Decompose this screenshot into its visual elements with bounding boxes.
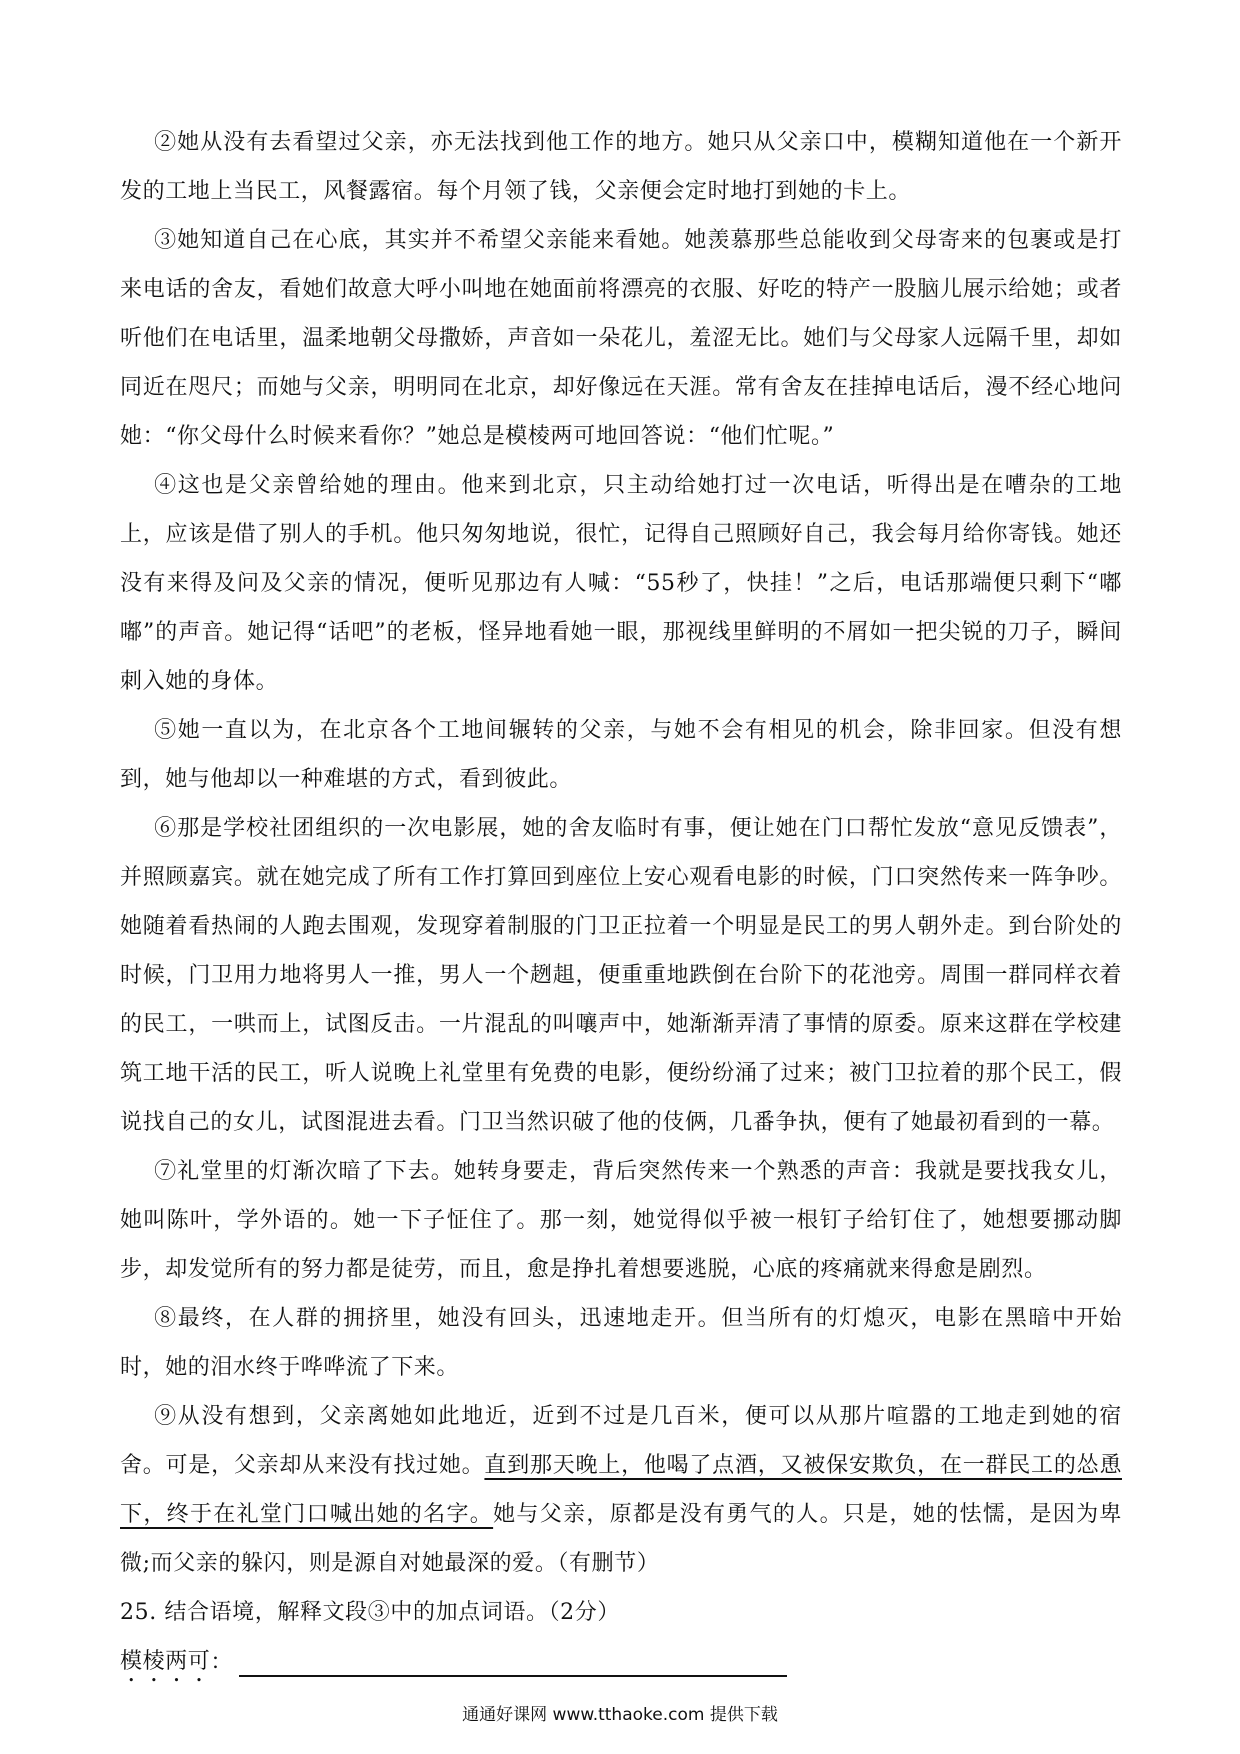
paragraph-7: ⑦礼堂里的灯渐次暗了下去。她转身要走，背后突然传来一个熟悉的声音：我就是要找我女儿，她叫陈叶，学外语的。她一下子怔住了。那一刻，她觉得似乎被一根钉子给钉住了，她想要挪动脚步，却发觉所有的努力都是徒劳，而且，愈是挣扎着想要逃脱，心底的疼痛就来得愈是剧烈。 [120, 1159, 1122, 1282]
answer-blank-line[interactable] [239, 1645, 787, 1677]
paragraph-6: ⑥那是学校社团组织的一次电影展，她的舍友临时有事，便让她在门口帮忙发放“意见反馈表”，并照顾嘉宾。就在她完成了所有工作打算回到座位上安心观看电影的时候，门口突然传来一阵争吵。她随着看热闹的人跑去围观，发现穿着制服的门卫正拉着一个明显是民工的男人朝外走。到台阶处的时候，门卫用力地将男人一推，男人一个趔趄，便重重地跌倒在台阶下的花池旁。周围一群同样衣着的民工，一哄而上，试图反击。一片混乱的叫嚷声中，她渐渐弄清了事情的原委。原来这群在学校建筑工地干活的民工，听人说晚上礼堂里有免费的电影，便纷纷涌了过来；被门卫拉着的那个民工，假说找自己的女儿，试图混进去看。门卫当然识破了他的伎俩，几番争执，便有了她最初看到的一幕。 [120, 816, 1122, 1135]
article-body [120, 118, 1122, 1687]
answer-row [120, 1637, 1122, 1687]
paragraph-4: ④这也是父亲曾给她的理由。他来到北京，只主动给她打过一次电话，听得出是在嘈杂的工地上，应该是借了别人的手机。他只匆匆地说，很忙，记得自己照顾好自己，我会每月给你寄钱。她还没有来得及问及父亲的情况，便听见那边有人喊：“55秒了，快挂！”之后，电话那端便只剩下“嘟嘟”的声音。她记得“话吧”的老板，怪异地看她一眼，那视线里鲜明的不屑如一把尖锐的刀子，瞬间刺入她的身体。 [120, 473, 1122, 694]
paragraph-8: ⑧最终，在人群的拥挤里，她没有回头，迅速地走开。但当所有的灯熄灭，电影在黑暗中开始时，她的泪水终于哗哗流了下来。 [120, 1306, 1122, 1380]
paragraph-9 [120, 1392, 1122, 1588]
paragraph-5: ⑤她一直以为，在北京各个工地间辗转的父亲，与她不会有相见的机会，除非回家。但没有想到，她与他却以一种难堪的方式，看到彼此。 [120, 718, 1122, 792]
underlined-sentence: 直到那天晚上，他喝了点酒，又被保安欺负，在一群民工的怂恿下，终于在礼堂门口喊出她的名字。 [120, 1453, 1122, 1527]
paragraph-9-lead: ⑨从没有想到，父亲离她如此地近，近到不过是几百米，便可以从那片喧嚣的工地走到她的宿舍。可是，父亲却从来没有找过她。 [120, 1404, 1122, 1478]
paragraph-9-tail: 她与父亲，原都是没有勇气的人。只是，她的怯懦，是因为卑微;而父亲的躲闪，则是源自对她最深的爱。（有删节） [120, 1502, 1122, 1576]
paragraph-3: ③她知道自己在心底，其实并不希望父亲能来看她。她羡慕那些总能收到父母寄来的包裹或是打来电话的舍友，看她们故意大呼小叫地在她面前将漂亮的衣服、好吃的特产一股脑儿展示给她；或者听他们在电话里，温柔地朝父母撒娇，声音如一朵花儿，羞涩无比。她们与父母家人远隔千里，却如同近在咫尺；而她与父亲，明明同在北京，却好像远在天涯。常有舍友在挂掉电话后，漫不经心地问她：“你父母什么时候来看你？”她总是模棱两可地回答说：“他们忙呢。” [120, 228, 1122, 449]
paragraph-2: ②她从没有去看望过父亲，亦无法找到他工作的地方。她只从父亲口中，模糊知道他在一个新开发的工地上当民工，风餐露宿。每个月领了钱，父亲便会定时地打到她的卡上。 [120, 130, 1122, 204]
term-colon: ： [210, 1650, 234, 1675]
question-25: 25. 结合语境，解释文段③中的加点词语。（2分） [120, 1600, 620, 1625]
dotted-term: 模棱两可 [120, 1649, 211, 1674]
page-footer: 通通好课网 www.tthaoke.com 提供下载 [462, 1705, 778, 1725]
